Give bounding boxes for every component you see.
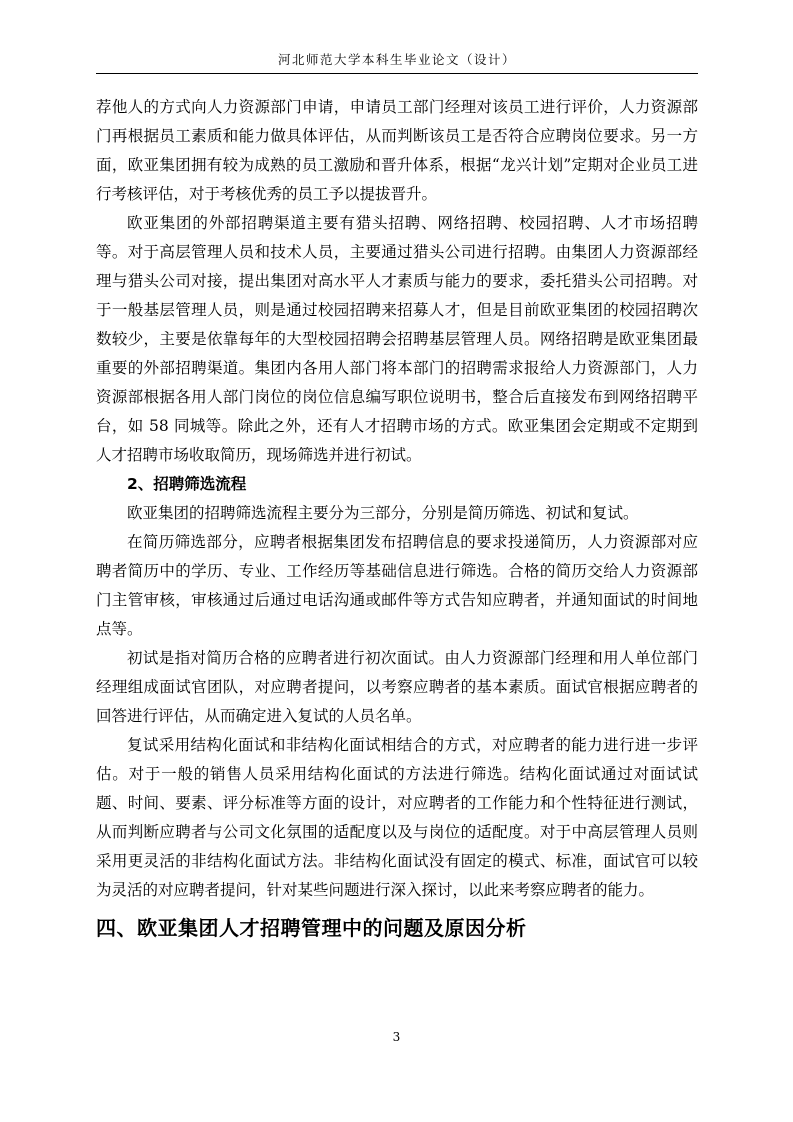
body-text [96, 93, 698, 945]
paragraph-continued: 荐他人的方式向人力资源部门申请，申请员工部门经理对该员工进行评价，人力资源部门再根据员工素质和能力做具体评估，从而判断该员工是否符合应聘岗位要求。另一方面，欧亚集团拥有较为成熟的员工激励和晋升体系，根据“龙兴计划”定期对企业员工进行考核评估，对于考核优秀的员工予以提拔晋升。 [96, 98, 698, 203]
running-header: 河北师范大学本科生毕业论文（设计） [277, 52, 516, 67]
paragraph-screening-overview: 欧亚集团的招聘筛选流程主要分为三部分，分别是简历筛选、初试和复试。 [127, 504, 639, 522]
paragraph-second-interview: 复试采用结构化面试和非结构化面试相结合的方式，对应聘者的能力进行进一步评估。对于一般的销售人员采用结构化面试的方法进行筛选。结构化面试通过对面试试题、时间、要素、评分标准等方面的设计，对应聘者的工作能力和个性特征进行测试，从而判断应聘者与公司文化氛围的适配度以及与岗位的适配度。对于中高层管理人员则采用更灵活的非结构化面试方法。非结构化面试没有固定的模式、标准，面试官可以较为灵活的对应聘者提问，针对某些问题进行深入探讨，以此来考察应聘者的能力。 [96, 736, 698, 899]
paragraph-external-recruitment: 欧亚集团的外部招聘渠道主要有猎头招聘、网络招聘、校园招聘、人才市场招聘等。对于高层管理人员和技术人员，主要通过猎头公司进行招聘。由集团人力资源部经理与猎头公司对接，提出集团对高水平人才素质与能力的要求，委托猎头公司招聘。对于一般基层管理人员，则是通过校园招聘来招募人才，但是目前欧亚集团的校园招聘次数较少，主要是依靠每年的大型校园招聘会招聘基层管理人员。网络招聘是欧亚集团最重要的外部招聘渠道。集团内各用人部门将本部门的招聘需求报给人力资源部门，人力资源部根据各用人部门岗位的岗位信息编写职位说明书，整合后直接发布到网络招聘平台，如 58 同城等。除此之外，还有人才招聘市场的方式。欧亚集团会定期或不定期到人才招聘市场收取简历，现场筛选并进行初试。 [96, 214, 698, 464]
page-number: 3 [392, 1030, 401, 1044]
subheading-screening-process: 2、招聘筛选流程 [127, 475, 247, 493]
paragraph-first-interview: 初试是指对简历合格的应聘者进行初次面试。由人力资源部门经理和用人单位部门经理组成面试官团队，对应聘者提问，以考察应聘者的基本素质。面试官根据应聘者的回答进行评估，从而确定进入复试的人员名单。 [96, 649, 698, 725]
section-heading: 四、欧亚集团人才招聘管理中的问题及原因分析 [96, 916, 527, 940]
header-rule [96, 73, 698, 74]
paragraph-resume-screening: 在简历筛选部分，应聘者根据集团发布招聘信息的要求投递简历，人力资源部对应聘者简历中的学历、专业、工作经历等基础信息进行筛选。合格的简历交给人力资源部门主管审核，审核通过后通过电话沟通或邮件等方式告知应聘者，并通知面试的时间地点等。 [96, 533, 698, 638]
